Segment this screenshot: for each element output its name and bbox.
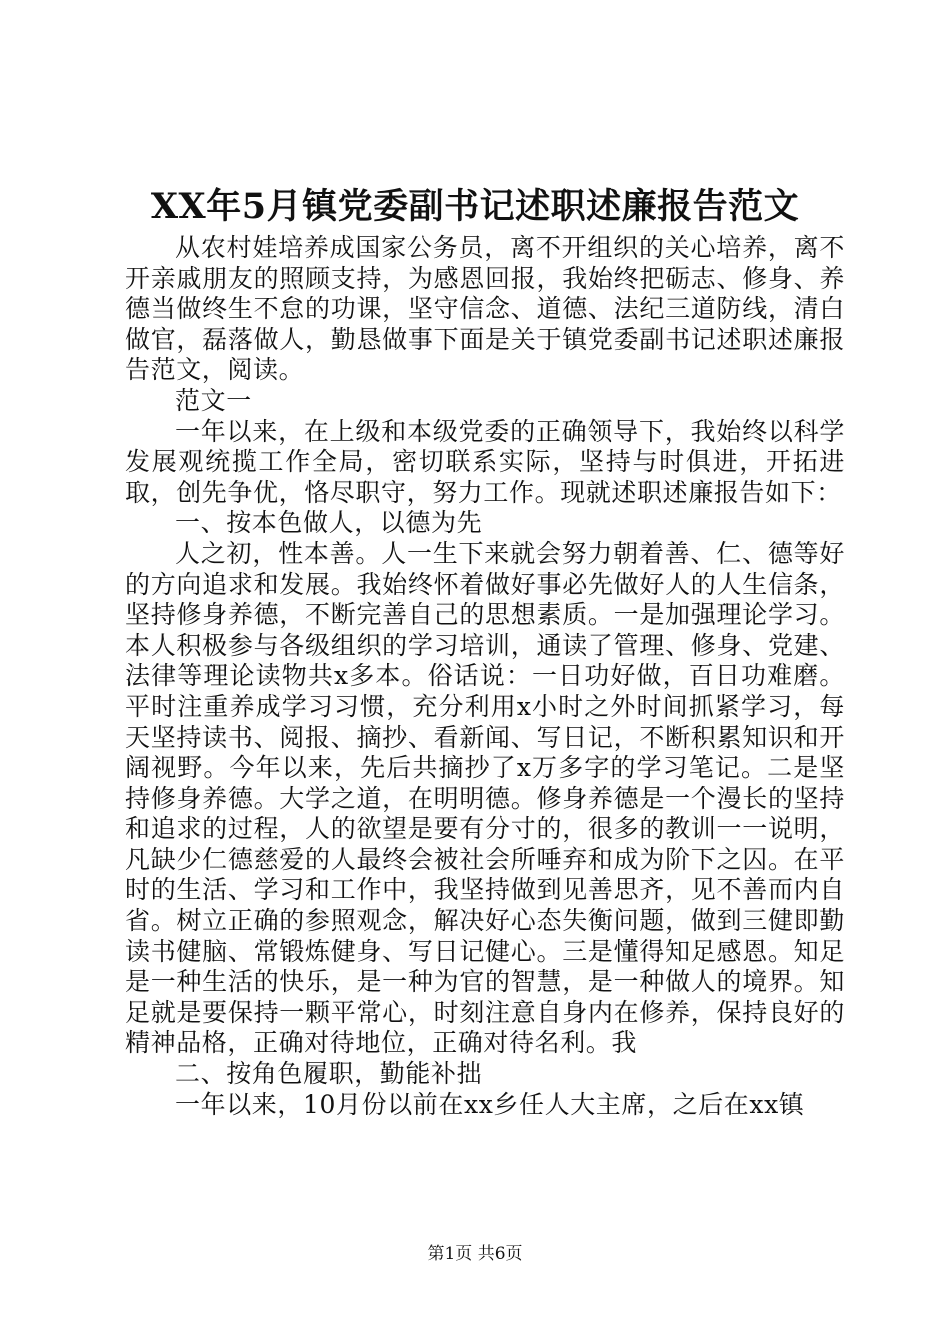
intro-paragraph: 从农村娃培养成国家公务员，离不开组织的关心培养，离不开亲戚朋友的照顾支持，为感恩回报，我始终把砺志、修身、养德当做终生不怠的功课，坚守信念、道德、法纪三道防线，清白做官，磊落做人，勤恳做事下面是关于镇党委副书记述职述廉报告范文，阅读。 bbox=[125, 233, 845, 385]
section-heading-2: 二、按角色履职，勤能补拙 bbox=[175, 1059, 483, 1089]
opening-paragraph: 一年以来，在上级和本级党委的正确领导下，我始终以科学发展观统揽工作全局，密切联系实际，坚持与时俱进，开拓进取，创先争优，恪尽职守，努力工作。现就述职述廉报告如下： bbox=[125, 416, 845, 507]
section-2-paragraph: 一年以来，10月份以前在xx乡任人大主席，之后在xx镇 bbox=[175, 1089, 805, 1119]
section-1-paragraph: 人之初，性本善。人一生下来就会努力朝着善、仁、德等好的方向追求和发展。我始终怀着做好事必先做好人的人生信条，坚持修身养德，不断完善自己的思想素质。一是加强理论学习。本人积极参与各级组织的学习培训，通读了管理、修身、党建、法律等理论读物共x多本。俗话说：一日功好做，百日功难磨。平时注重养成学习习惯，充分利用x小时之外时间抓紧学习，每天坚持读书、阅报、摘抄、看新闻、写日记，不断积累知识和开阔视野。今年以来，先后共摘抄了x万多字的学习笔记。二是坚持修身养德。大学之道，在明明德。修身养德是一个漫长的坚持和追求的过程，人的欲望是要有分寸的，很多的教训一一说明，凡缺少仁德慈爱的人最终会被社会所唾弃和成为阶下之囚。在平时的生活、学习和工作中，我坚持做到见善思齐，见不善而内自省。树立正确的参照观念，解决好心态失衡问题，做到三健即勤读书健脑、常锻炼健身、写日记健心。三是懂得知足感恩。知足是一种生活的快乐，是一种为官的智慧，是一种做人的境界。知足就是要保持一颗平常心，时刻注意自身内在修养，保持良好的精神品格，正确对待地位，正确对待名利。我 bbox=[125, 538, 845, 1058]
section-label: 范文一 bbox=[175, 385, 252, 415]
document-body bbox=[125, 233, 845, 1120]
document-title: XX年5月镇党委副书记述职述廉报告范文 bbox=[150, 186, 800, 227]
page-footer: 第1页 共6页 bbox=[427, 1244, 523, 1264]
section-heading-1: 一、按本色做人，以德为先 bbox=[175, 508, 483, 538]
